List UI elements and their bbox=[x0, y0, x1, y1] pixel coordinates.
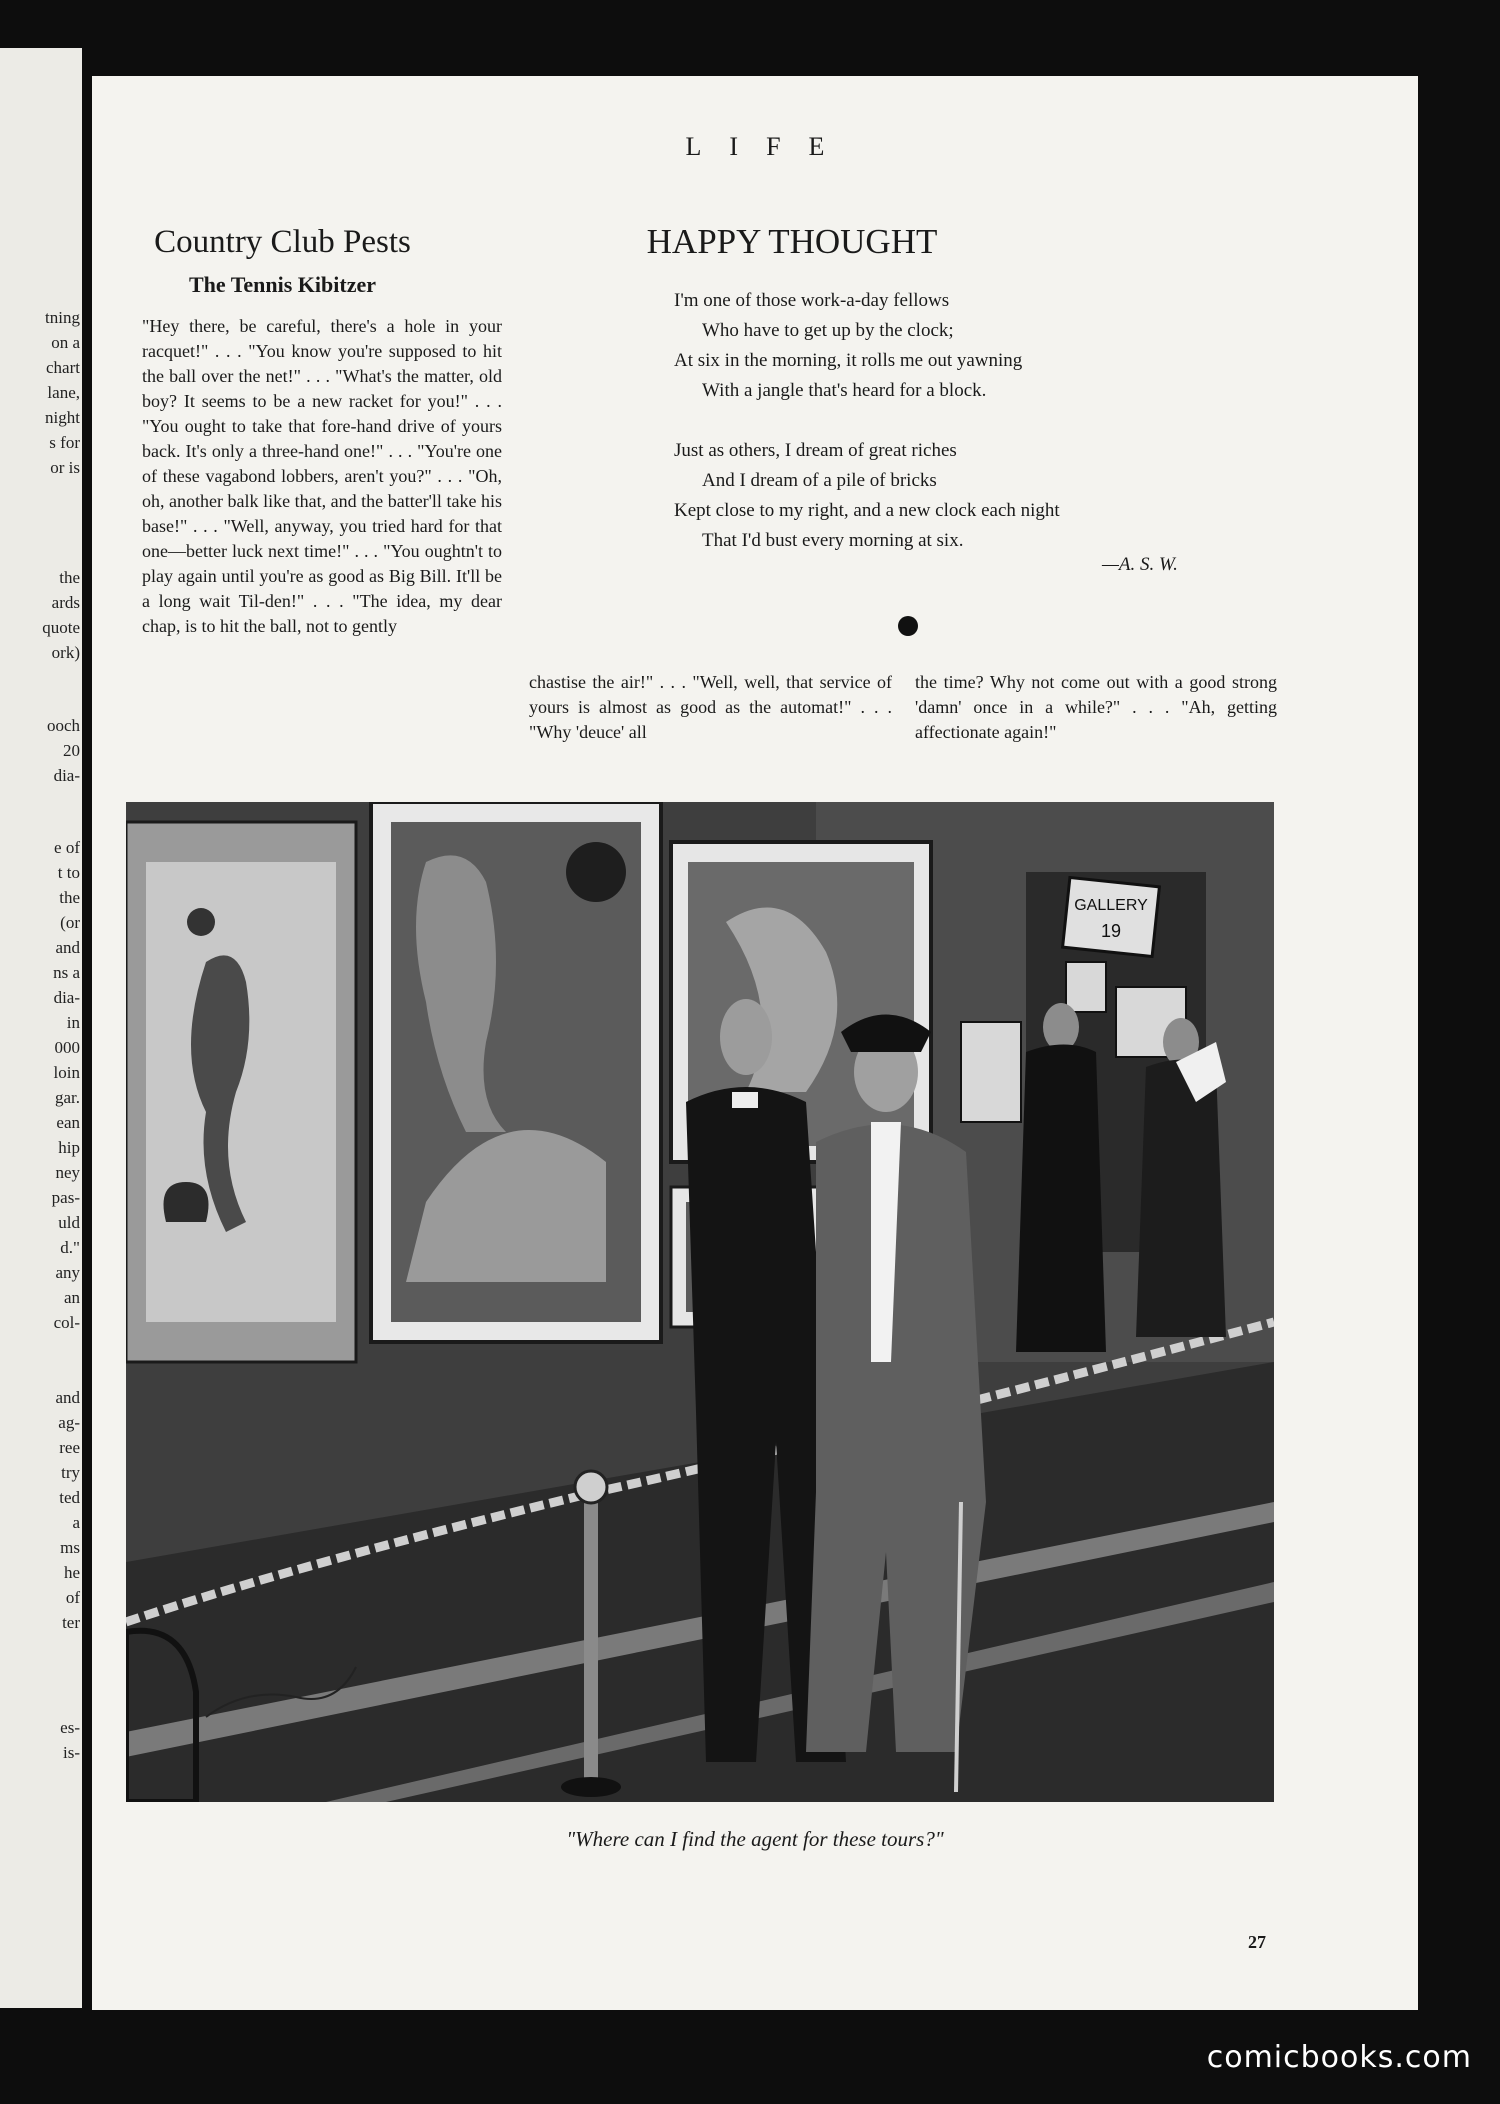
facing-page-text-fragment: is- bbox=[63, 1743, 80, 1762]
facing-page-text-fragment: 20 bbox=[63, 741, 80, 760]
facing-page-text-fragment: in bbox=[66, 1013, 80, 1032]
poem-author: —A. S. W. bbox=[1102, 554, 1178, 575]
cartoon-illustration bbox=[126, 802, 1274, 1802]
facing-page-text-fragment: e of bbox=[54, 838, 80, 857]
poem-line: Who have to get up by the clock; bbox=[702, 320, 954, 341]
facing-page-text-fragment: dia- bbox=[53, 766, 80, 785]
facing-page-text-fragment: ted bbox=[59, 1488, 80, 1507]
article-title: Country Club Pests bbox=[154, 224, 411, 260]
facing-page-text-fragment: dia- bbox=[53, 988, 80, 1007]
facing-page-text-fragment: pas- bbox=[51, 1188, 80, 1207]
magazine-page bbox=[92, 76, 1418, 2010]
poem-line: That I'd bust every morning at six. bbox=[702, 530, 964, 551]
cartoon-caption: "Where can I find the agent for these tours?" bbox=[566, 1827, 944, 1851]
facing-page-text-fragment: ms bbox=[60, 1538, 80, 1557]
article-column-1: "Hey there, be careful, there's a hole in your racquet!" . . . "You know you're supposed to hit the ball over the net!" . . . "What's the matter, old boy? It seems to be a new racket for you!" . . . "You ought to take that fore-hand drive of yours back. It's only a three-hand one!" . . . "You're one of these vagabond lobbers, aren't you?" . . . "Oh, oh, another balk like that, and the batter'll take his base!" . . . "Well, anyway, you tried hard for that one—better luck next time!" . . . "You oughtn't to play again until you're as good as Big Bill. It'll be a long wait Til-den!" . . . "The idea, my dear chap, is to hit the ball, not to gently bbox=[142, 316, 502, 636]
facing-page-text-fragment: an bbox=[63, 1288, 80, 1307]
facing-page-text-fragment: the bbox=[59, 888, 80, 907]
facing-page-text-fragment: ag- bbox=[58, 1413, 80, 1432]
article-subtitle: The Tennis Kibitzer bbox=[188, 272, 377, 297]
facing-page-text-fragment: t to bbox=[57, 863, 80, 882]
facing-page-text-fragment: ney bbox=[55, 1163, 80, 1182]
facing-page-text-fragment: quote bbox=[42, 618, 80, 637]
facing-page-text-fragment: any bbox=[55, 1263, 80, 1282]
poem-line: And I dream of a pile of bricks bbox=[702, 470, 937, 491]
facing-page-text-fragment: (or bbox=[60, 913, 80, 932]
facing-page-text-fragment: chart bbox=[46, 358, 80, 377]
facing-page-text-fragment: and bbox=[55, 938, 80, 957]
facing-page-text-fragment: es- bbox=[60, 1718, 80, 1737]
source-watermark: comicbooks.com bbox=[1206, 2040, 1472, 2075]
poem-line: I'm one of those work-a-day fellows bbox=[674, 290, 950, 311]
facing-page-text-fragment: d." bbox=[60, 1238, 80, 1257]
facing-page-text-fragment: the bbox=[59, 568, 80, 587]
facing-page-text-fragment: try bbox=[61, 1463, 80, 1482]
facing-page-text-fragment: hip bbox=[58, 1138, 80, 1157]
facing-page-text-fragment: col- bbox=[53, 1313, 80, 1332]
facing-page-text-fragment: ards bbox=[51, 593, 80, 612]
facing-page-text-fragment: gar. bbox=[54, 1088, 80, 1107]
article-column-3: the time? Why not come out with a good strong 'damn' once in a while?" . . . "Ah, getting affectionate again!" bbox=[915, 672, 1277, 742]
facing-page-text-fragment: uld bbox=[58, 1213, 80, 1232]
gallery-sign-number: 19 bbox=[1100, 921, 1122, 941]
facing-page-text-fragment: or is bbox=[50, 458, 80, 477]
poem-line: At six in the morning, it rolls me out yawning bbox=[674, 350, 1023, 371]
poem-line: With a jangle that's heard for a block. bbox=[702, 380, 987, 401]
facing-page-text-fragment: 000 bbox=[54, 1038, 80, 1057]
facing-page-text-fragment: night bbox=[45, 408, 80, 427]
facing-page-text-fragment: ter bbox=[62, 1613, 80, 1632]
facing-page-text-fragment: of bbox=[65, 1588, 80, 1607]
facing-page-text-fragment: on a bbox=[51, 333, 80, 352]
section-divider-bullet bbox=[898, 616, 918, 636]
facing-page-text-fragment: lane, bbox=[47, 383, 80, 402]
poem-body bbox=[674, 286, 1194, 556]
poem-line: Just as others, I dream of great riches bbox=[674, 440, 957, 461]
page-number: 27 bbox=[1248, 1932, 1266, 1952]
facing-page-text-fragment: ree bbox=[59, 1438, 80, 1457]
facing-page-text-fragment: loin bbox=[53, 1063, 80, 1082]
facing-page-edge bbox=[0, 48, 82, 2008]
poem-line: Kept close to my right, and a new clock each night bbox=[674, 500, 1060, 521]
facing-page-text-fragment: ork) bbox=[51, 643, 80, 662]
facing-page-text-fragment: he bbox=[63, 1563, 80, 1582]
facing-page-text-fragment: ooch bbox=[46, 716, 80, 735]
facing-page-text-fragment: tning bbox=[45, 308, 80, 327]
facing-page-text-fragment: a bbox=[72, 1513, 80, 1532]
poem-title: HAPPY THOUGHT bbox=[646, 222, 938, 261]
facing-page-text-fragment: ean bbox=[56, 1113, 80, 1132]
facing-page-text-fragment: and bbox=[55, 1388, 80, 1407]
running-head: LIFE bbox=[685, 132, 853, 161]
gallery-sign-text: GALLERY bbox=[1074, 897, 1148, 914]
facing-page-text-fragment: s for bbox=[49, 433, 80, 452]
facing-page-text-fragment: ns a bbox=[53, 963, 80, 982]
article-column-2: chastise the air!" . . . "Well, well, that service of yours is almost as good as the automat!" . . . "Why 'deuce' all bbox=[529, 672, 892, 742]
